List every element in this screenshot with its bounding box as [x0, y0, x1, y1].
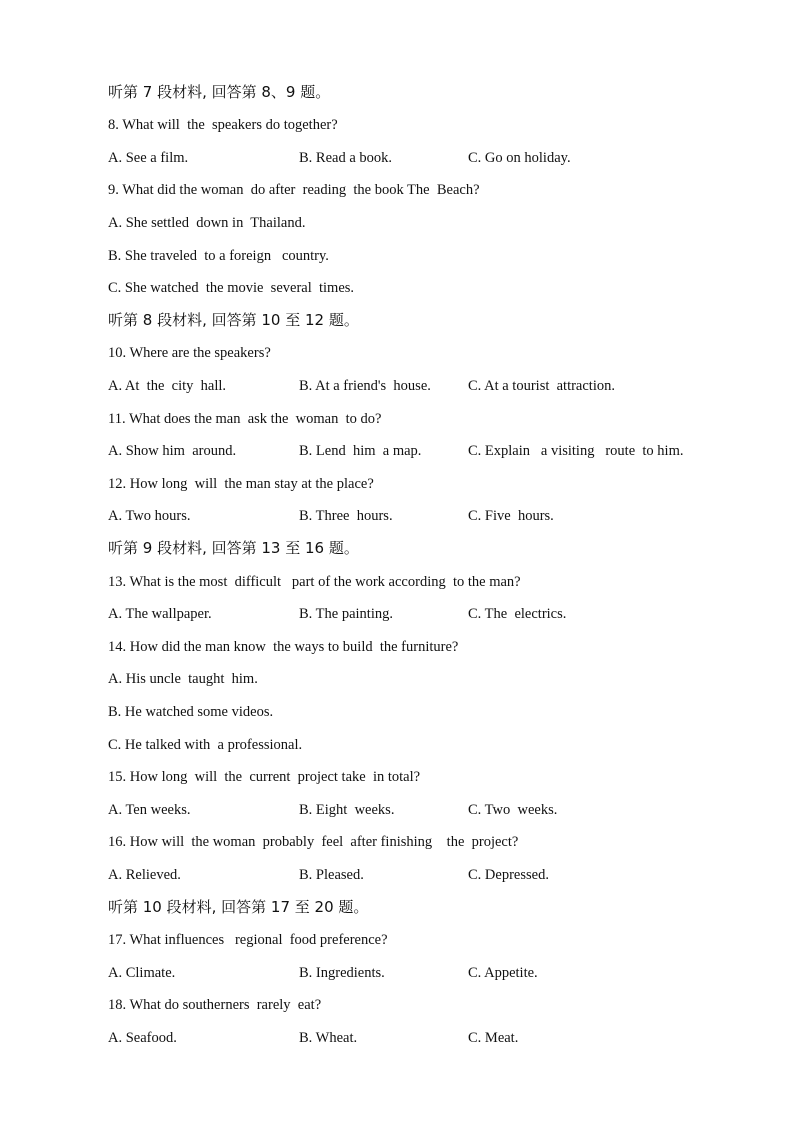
question-13-option-c: C. The electrics. — [468, 606, 567, 622]
question-14-option-b: B. He watched some videos. — [108, 704, 274, 720]
question-12-option-b: B. Three hours. — [299, 508, 393, 524]
question-8-option-b: B. Read a book. — [299, 150, 393, 166]
question-14-option-a: A. His uncle taught him. — [108, 671, 258, 687]
question-9-option-b: B. She traveled to a foreign country. — [108, 248, 329, 264]
question-11-stem: 11. What does the man ask the woman to do? — [108, 411, 382, 427]
question-11-option-a: A. Show him around. — [108, 443, 237, 459]
question-8-option-a: A. See a film. — [108, 150, 189, 166]
question-18-option-a: A. Seafood. — [108, 1030, 177, 1046]
question-11-option-c: C. Explain a visiting route to him. — [468, 443, 684, 459]
question-18-stem: 18. What do southerners rarely eat? — [108, 997, 322, 1013]
question-13-stem: 13. What is the most difficult part of the work according to the man? — [108, 574, 521, 590]
question-9-option-c: C. She watched the movie several times. — [108, 280, 355, 296]
question-9-stem: 9. What did the woman do after reading the book The Beach? — [108, 182, 480, 198]
question-17-option-c: C. Appetite. — [468, 965, 538, 981]
question-18-option-b: B. Wheat. — [299, 1030, 358, 1046]
question-14-option-c: C. He talked with a professional. — [108, 737, 303, 753]
question-16-option-b: B. Pleased. — [299, 867, 364, 883]
question-13-option-b: B. The painting. — [299, 606, 393, 622]
section-heading-10: 听第 10 段材料, 回答第 17 至 20 题。 — [108, 898, 369, 916]
question-17-stem: 17. What influences regional food preference? — [108, 932, 388, 948]
question-10-option-b: B. At a friend's house. — [299, 378, 431, 394]
question-8-stem: 8. What will the speakers do together? — [108, 117, 338, 133]
question-13-option-a: A. The wallpaper. — [108, 606, 212, 622]
question-16-stem: 16. How will the woman probably feel after finishing the project? — [108, 834, 519, 850]
question-16-option-c: C. Depressed. — [468, 867, 549, 883]
question-10-option-c: C. At a tourist attraction. — [468, 378, 615, 394]
question-17-option-a: A. Climate. — [108, 965, 176, 981]
question-12-stem: 12. How long will the man stay at the place? — [108, 476, 374, 492]
question-10-option-a: A. At the city hall. — [108, 378, 226, 394]
section-heading-9: 听第 9 段材料, 回答第 13 至 16 题。 — [108, 539, 359, 557]
question-16-option-a: A. Relieved. — [108, 867, 181, 883]
question-11-option-b: B. Lend him a map. — [299, 443, 422, 459]
question-8-option-c: C. Go on holiday. — [468, 150, 571, 166]
question-9-option-a: A. She settled down in Thailand. — [108, 215, 306, 231]
question-12-option-a: A. Two hours. — [108, 508, 191, 524]
question-18-option-c: C. Meat. — [468, 1030, 519, 1046]
section-heading-8: 听第 8 段材料, 回答第 10 至 12 题。 — [108, 311, 359, 329]
question-14-stem: 14. How did the man know the ways to build the furniture? — [108, 639, 459, 655]
question-15-option-a: A. Ten weeks. — [108, 802, 191, 818]
question-10-stem: 10. Where are the speakers? — [108, 345, 271, 361]
question-15-option-b: B. Eight weeks. — [299, 802, 395, 818]
section-heading-7: 听第 7 段材料, 回答第 8、9 题。 — [108, 83, 331, 101]
question-15-stem: 15. How long will the current project take in total? — [108, 769, 421, 785]
question-15-option-c: C. Two weeks. — [468, 802, 558, 818]
question-12-option-c: C. Five hours. — [468, 508, 554, 524]
question-17-option-b: B. Ingredients. — [299, 965, 385, 981]
